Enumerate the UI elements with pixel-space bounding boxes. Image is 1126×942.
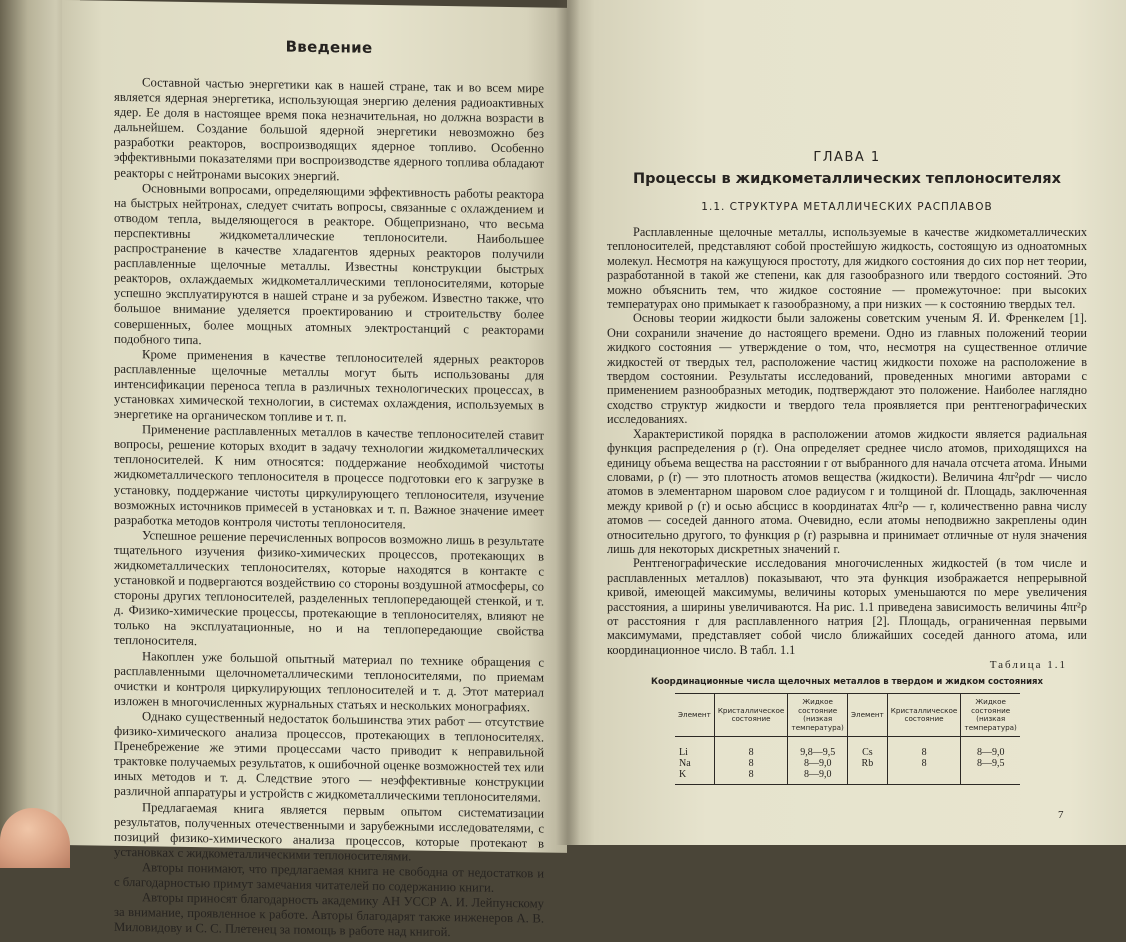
table-row: [675, 747, 1020, 758]
paragraph: Основы теории жидкости были заложены советским ученым Я. И. Френкелем [1]. Они сохранили значение до настоящего времени. Одно из главных положений теории жидкого состояния — утверждение о том, что, несмотря на существенное отличие жидкостей от твердых тел, расположение частиц жидкости похоже на расположение в твердом состоянии. Результаты исследований, проведенных многими авторами с применением разнообразных методик, подтверждают это положение. Наиболее наглядно сходство структур жидкости и твердого тела проявляется при рентгенографических исследованиях.: [607, 311, 1087, 427]
paragraph: Кроме применения в качестве теплоносителей ядерных реакторов расплавленные щелочные металлы могут быть использованы для интенсификации переноса тепла в различных технологических процессах, в установках химической технологии, в системах охлаждения, используемых в энергетике на органическом топливе и т. п.: [114, 346, 544, 425]
paragraph: Составной частью энергетики как в нашей стране, так и во всем мире является ядерная энергетика, использующая энергию деления радиоактивных ядер. Ее доля в настоящее время пока незначительная, но должна возрасти в дальнейшем. Создание большой ядерной энергетики невозможно без разработки реакторов, воспроизводящих ядерное топливо. Особенно эффективными показателями при воспроизводстве ядерного топлива обладают реакторы с нейтронами высоких энергий.: [114, 75, 544, 183]
paragraph: Предлагаемая книга является первым опытом систематизации результатов, полученных отечественными и зарубежными исследователями, с позиций физико-химического анализа процессов, которые протекают в установках с жидкометаллическими теплоносителями.: [114, 799, 544, 864]
table-cell: Rb: [847, 758, 887, 769]
column-header: Кристаллическое состояние: [714, 694, 788, 737]
paragraph: Расплавленные щелочные металлы, используемые в качестве жидкометаллических теплоносителей, представляют собой простейшую жидкость, состоящую из одноатомных молекул. Несмотря на кажущуюся простоту, для жидкого состояния до сих пор нет теории, разработанной в такой же степени, как для газообразного или твердого состояний. Это можно объяснить тем, что жидкое состояние — промежуточное: при высоких температурах оно примыкает к газообразному, а при низких — к состоянию твердых тел.: [607, 225, 1087, 312]
left-page: [62, 0, 567, 940]
chapter-label: ГЛАВА 1: [813, 150, 881, 165]
table-cell: 8: [714, 769, 788, 785]
table-cell: 8—9,0: [788, 758, 848, 769]
left-page-content: [114, 35, 544, 942]
section-title: 1.1. СТРУКТУРА МЕТАЛЛИЧЕСКИХ РАСПЛАВОВ: [701, 201, 993, 213]
table-row: [675, 758, 1020, 769]
paragraph: Авторы понимают, что предлагаемая книга не свободна от недостатков и с благодарностью примут замечания читателей по содержанию книги.: [114, 860, 544, 895]
table-cell: Na: [679, 758, 691, 770]
introduction-text: [114, 75, 544, 942]
table-caption: Таблица 1.1: [989, 659, 1067, 672]
table-spacer-row: [675, 737, 1020, 748]
table-cell: 8: [714, 747, 788, 758]
right-page-content: [607, 150, 1087, 785]
paragraph: Накоплен уже большой опытный материал по технике обращения с расплавленными щелочнометаллическими теплоносителями, по приемам очистки и контроля циркулирующих теплоносителей и т. д. Этот материал изложен в многочисленных журнальных статьях и нескольких монографиях.: [114, 648, 544, 715]
table-header-row: [675, 694, 1020, 737]
table-cell: 8: [714, 758, 788, 769]
paragraph: Применение расплавленных металлов в качестве теплоносителей ставит вопросы, решение которых входит в задачу технологии жидкометаллических теплоносителей. К ним относятся: поддержание необходимой чистоты жидкометаллического теплоносителя в процессе подготовки его к загрузке в установку, поддержание чистоты циркулирующего теплоносителя, изучение возможных источников примесей в установках и т. п. Важное значение имеет разработка методов контроля чистоты теплоносителя.: [114, 422, 544, 532]
paragraph: Авторы приносят благодарность академику АН УССР А. И. Лейпунскому за внимание, проявленное к работе. Авторы благодарят также инженеров А. В. Миловидову и С. С. Плетенец за помощь в работе над книгой.: [114, 890, 544, 940]
table-row: [675, 769, 1020, 785]
paragraph: Рентгенографические исследования многочисленных жидкостей (в том числе и расплавленных металлов) показывают, что эта функция изображается непрерывной кривой, имеющей максимумы, величины которых уменьшаются по мере увеличения расстояния, а ширины увеличиваются. На рис. 1.1 приведена зависимость величины 4πr²ρ от расстояния r для расплавленного натрия [2]. Площадь, ограниченная первыми максимумами, представляет собой число ближайших соседей данного атома, или координационное число. В табл. 1.1: [607, 556, 1087, 657]
chapter-text: [607, 225, 1087, 657]
table-cell: 9,8—9,5: [788, 747, 848, 758]
paragraph: Успешное решение перечисленных вопросов возможно лишь в результате тщательного изучения физико-химических процессов, протекающих в жидкометаллических теплоносителях, которые находятся в контакте с установкой и подвергаются воздействию со стороны воздушной атмосферы, со стороны других теплоносителей, разделенных теплопередающей стенкой, и т. д. Физико-химические процессы, протекающие в теплоносителях, влияют не только на эксплуатационные, но и на теплопередающие свойства теплоносителя.: [114, 528, 544, 649]
right-page: [567, 0, 1126, 845]
table-cell: Cs: [847, 747, 887, 758]
column-header: Элемент: [847, 694, 887, 737]
column-header: Кристаллическое состояние: [887, 694, 961, 737]
column-header: Элемент: [675, 694, 714, 737]
table-cell: K: [675, 769, 714, 785]
table-cell: Li: [679, 747, 688, 759]
paragraph: Характеристикой порядка в расположении атомов жидкости является радиальная функция распределения ρ (r). Она определяет среднее число атомов, приходящихся на единицу объема вещества на расстоянии r от выбранного для начала отсчета атома. Иными словами, ρ (r) — это плотность атомов вещества (жидкости). Величина 4πr²ρdr — число атомов в элементарном шаровом слое радиусом r и толщиной dr. Площадь, заключенная между кривой ρ (r) и осью абсцисс в координатах 4πr²ρ — r, количественно равна числу атомов — соседей данного атома. Очевидно, если атомы неподвижно закреплены один относительно другого, то функция ρ (r) разрывна и принимает отличные от нуля значения лишь для некоторых дискретных значений r.: [607, 426, 1087, 556]
table-cell: 8—9,0: [961, 747, 1020, 758]
table-cell: 8: [887, 747, 961, 758]
table-cell: 8—9,5: [961, 758, 1020, 769]
table-cell: [961, 769, 1020, 785]
paragraph: Основными вопросами, определяющими эффективность работы реактора на быстрых нейтронах, следует считать вопросы, связанные с охлаждением и отводом тепла, выделяющегося в реакторе. Общепризнано, что весьма перспективны жидкометаллические теплоносители. Наибольшее распространение в качестве хладагентов ядерных реакторов получили расплавленные щелочные металлы. Известны конструкции быстрых реакторов, охлаждаемых жидкометаллическими теплоносителями, которые успешно эксплуатируются в нашей стране и за рубежом. Известно также, что большое внимание уделяется проектированию и строительству более совершенных, более мощных атомных электростанций с реакторами подобного типа.: [114, 180, 544, 347]
table-title: Координационные числа щелочных металлов в твердом и жидком состояниях: [651, 677, 1043, 688]
book-gutter-shadow: [556, 0, 580, 845]
table-cell: [887, 769, 961, 785]
introduction-title: Введение: [285, 37, 373, 57]
table-cell: [847, 769, 887, 785]
table-cell: 8: [887, 758, 961, 769]
column-header: Жидкое состояние (низкая температура): [961, 694, 1020, 737]
column-header: Жидкое состояние (низкая температура): [788, 694, 848, 737]
chapter-title: Процессы в жидкометаллических теплоносителях: [633, 171, 1061, 187]
paragraph: Однако существенный недостаток большинства этих работ — отсутствие физико-химического анализа процессов, протекающих в теплоносителях. Пренебрежение же этими процессами часто приводит к неправильной трактовке получаемых результатов, к ошибочной оценке возможностей тех или иных методов и т. д. Следствие этого — неэффективные конструкции различной аппаратуры и устройств с жидкометаллическими теплоносителями.: [114, 709, 544, 805]
table-cell: 8—9,0: [788, 769, 848, 785]
page-number: 7: [1058, 809, 1064, 821]
coordination-numbers-table: [675, 693, 1020, 785]
